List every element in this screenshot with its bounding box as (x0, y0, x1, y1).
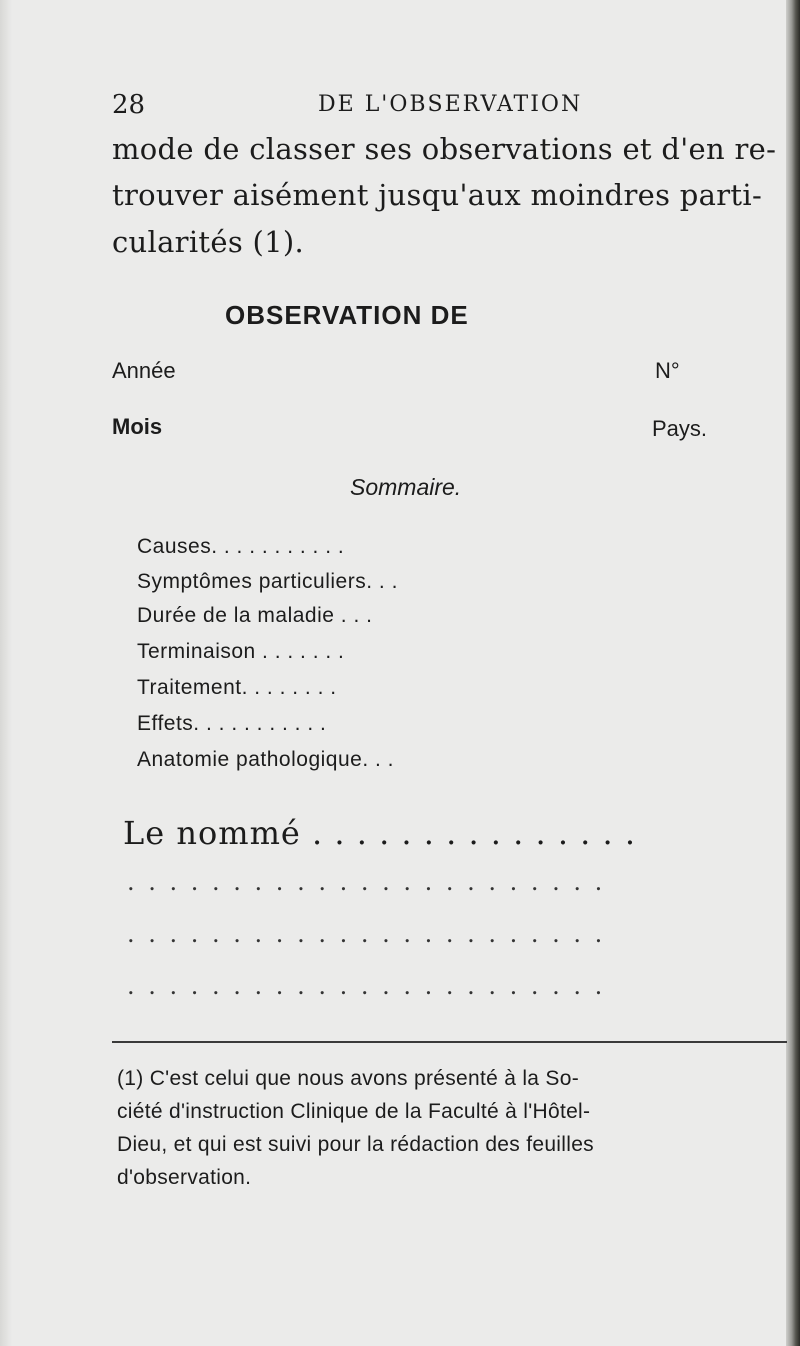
body-line: mode de classer ses observations et d'en re- (112, 132, 777, 166)
annee-label: Année (112, 358, 176, 383)
numero-label: N° (655, 358, 680, 383)
running-head: DE L'OBSERVATION (318, 92, 583, 117)
sommaire-item-terminaison: Terminaison . . . . . . . (137, 640, 345, 663)
sommaire-item-effets: Effets. . . . . . . . . . . (137, 712, 327, 735)
footnote-line: Dieu, et qui est suivi pour la rédaction des feuilles (117, 1133, 594, 1156)
sommaire-item-causes: Causes. . . . . . . . . . . (137, 535, 345, 558)
page-edge (786, 0, 800, 1346)
footnote-line: (1) C'est celui que nous avons présenté à la So- (117, 1067, 579, 1090)
body-line: trouver aisément jusqu'aux moindres parti- (112, 178, 763, 212)
le-nomme-line: Le nommé . . . . . . . . . . . . . . . (123, 814, 637, 852)
dotted-blank-line: . . . . . . . . . . . . . . . . . . . . . . . (127, 920, 606, 948)
sommaire-item-duree: Durée de la maladie . . . (137, 604, 373, 627)
footnote-line: d'observation. (117, 1166, 252, 1189)
dotted-blank-line: . . . . . . . . . . . . . . . . . . . . . . . (127, 868, 606, 896)
sommaire-item-traitement: Traitement. . . . . . . . (137, 676, 337, 699)
pays-label: Pays. (652, 416, 708, 441)
sommaire-heading: Sommaire. (350, 474, 462, 500)
footnote-rule (112, 1041, 787, 1043)
sommaire-item-anatomie: Anatomie pathologique. . . (137, 748, 395, 771)
footnote-line: ciété d'instruction Clinique de la Faculté à l'Hôtel- (117, 1100, 591, 1123)
form-title: OBSERVATION DE (225, 300, 469, 330)
page-number: 28 (112, 90, 146, 120)
dotted-blank-line: . . . . . . . . . . . . . . . . . . . . . . . (127, 972, 606, 1000)
sommaire-item-symptomes: Symptômes particuliers. . . (137, 570, 398, 593)
body-line: cularités (1). (112, 225, 305, 259)
page-gutter-shadow (0, 0, 12, 1346)
mois-label: Mois (112, 414, 163, 439)
